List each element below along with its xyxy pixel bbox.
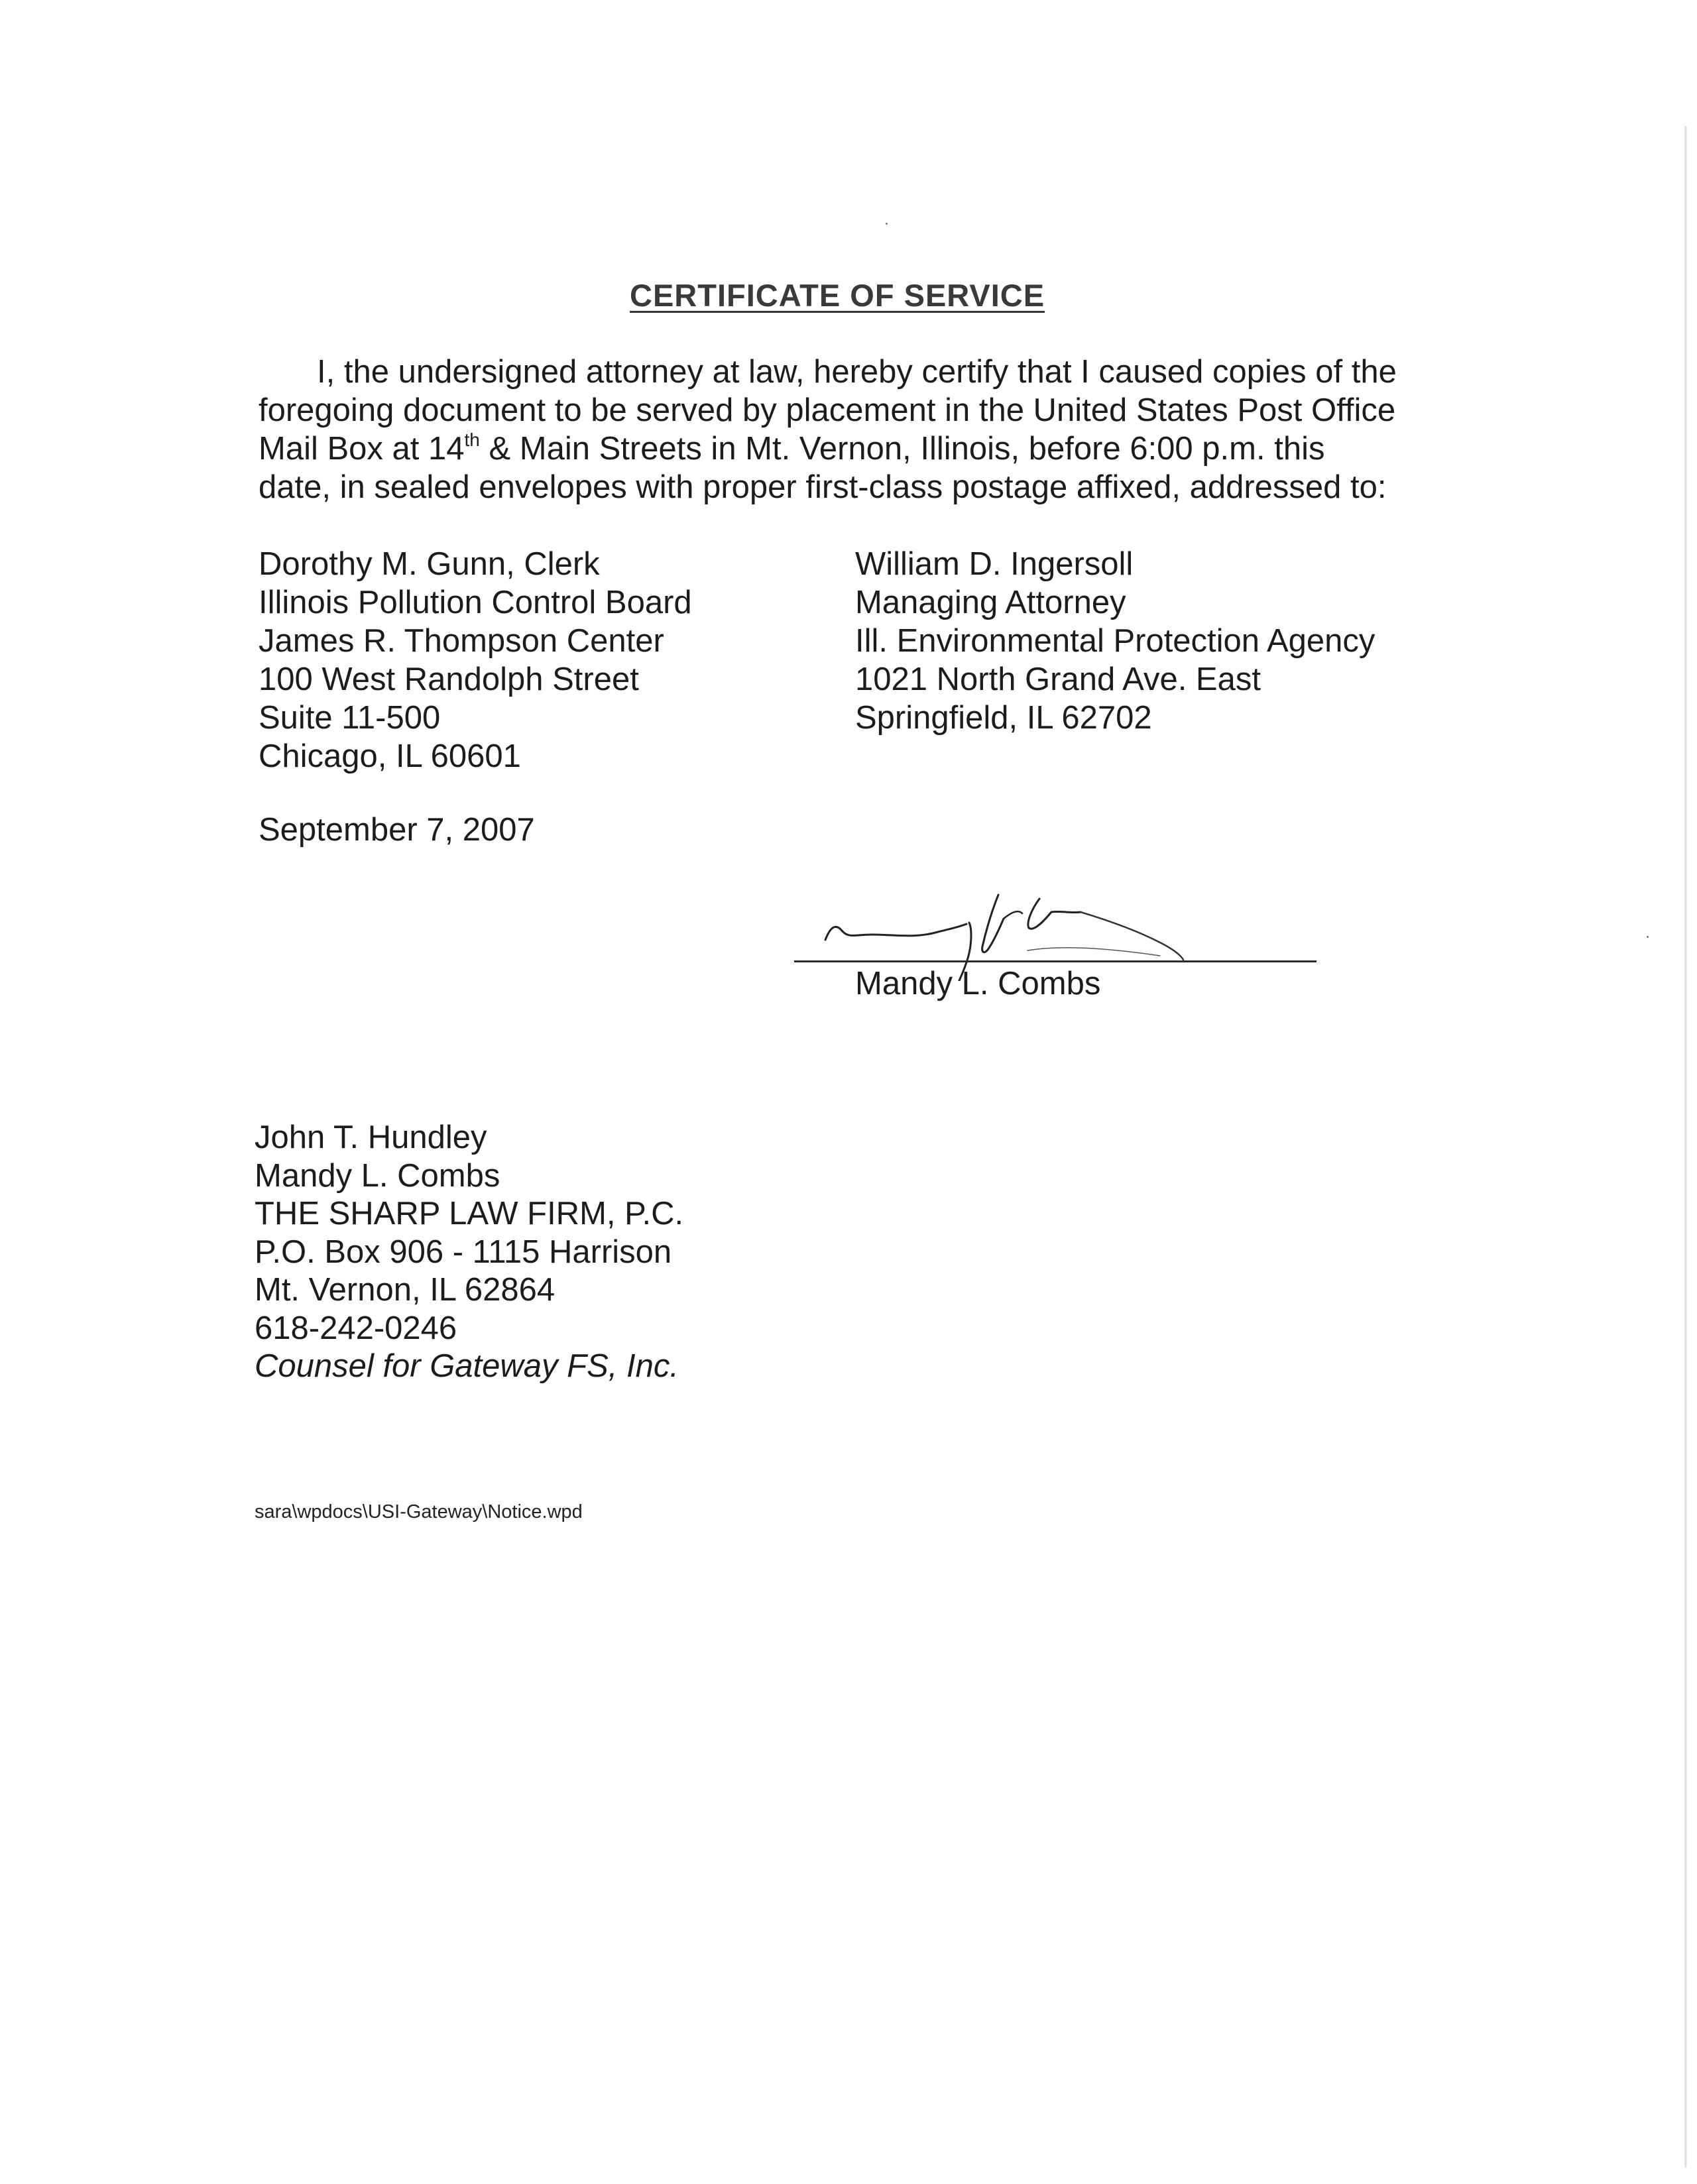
signature-line [794,960,1317,962]
counsel-line: P.O. Box 906 - 1115 Harrison [255,1234,672,1270]
counsel-for: Counsel for Gateway FS, Inc. [255,1348,679,1384]
scan-speck [886,223,888,225]
address-line: James R. Thompson Center [259,623,664,659]
address-line: 100 West Randolph Street [259,661,639,697]
address-line: Springfield, IL 62702 [855,700,1152,736]
counsel-line: THE SHARP LAW FIRM, P.C. [255,1196,684,1232]
address-line: Managing Attorney [855,585,1126,620]
address-line: William D. Ingersoll [855,546,1134,582]
certification-line-3-part1: Mail Box at 14 [259,431,465,467]
counsel-line: John T. Hundley [255,1120,487,1155]
scan-edge [1684,126,1687,2167]
certification-line-3 [259,430,1324,468]
counsel-block [255,1119,683,1386]
document-title: CERTIFICATE OF SERVICE [630,278,1045,313]
recipient-address-epa [855,545,1375,737]
address-line: Suite 11-500 [259,700,441,736]
scan-speck [1647,936,1649,938]
signer-name: Mandy L. Combs [855,966,1101,1002]
recipient-address-clerk [259,545,692,776]
service-date: September 7, 2007 [259,812,535,848]
counsel-line: Mt. Vernon, IL 62864 [255,1272,556,1308]
certification-line-1: I, the undersigned attorney at law, hereby certify that I caused copies of the [317,354,1397,390]
ordinal-suffix: th [464,430,480,450]
certification-line-4: date, in sealed envelopes with proper first-class postage affixed, addressed to: [259,469,1387,505]
file-path-footer: sara\wpdocs\USI-Gateway\Notice.wpd [255,1501,583,1523]
address-line: Dorothy M. Gunn, Clerk [259,546,600,582]
certification-line-3-part2: & Main Streets in Mt. Vernon, Illinois, before 6:00 p.m. this [479,431,1325,467]
counsel-line: Mandy L. Combs [255,1157,500,1194]
address-line: Chicago, IL 60601 [259,738,521,774]
address-line: Illinois Pollution Control Board [259,585,692,620]
certification-line-2: foregoing document to be served by placement in the United States Post Office [259,392,1396,428]
address-line: Ill. Environmental Protection Agency [855,623,1375,659]
counsel-line: 618-242-0246 [255,1310,457,1346]
address-line: 1021 North Grand Ave. East [855,661,1261,697]
